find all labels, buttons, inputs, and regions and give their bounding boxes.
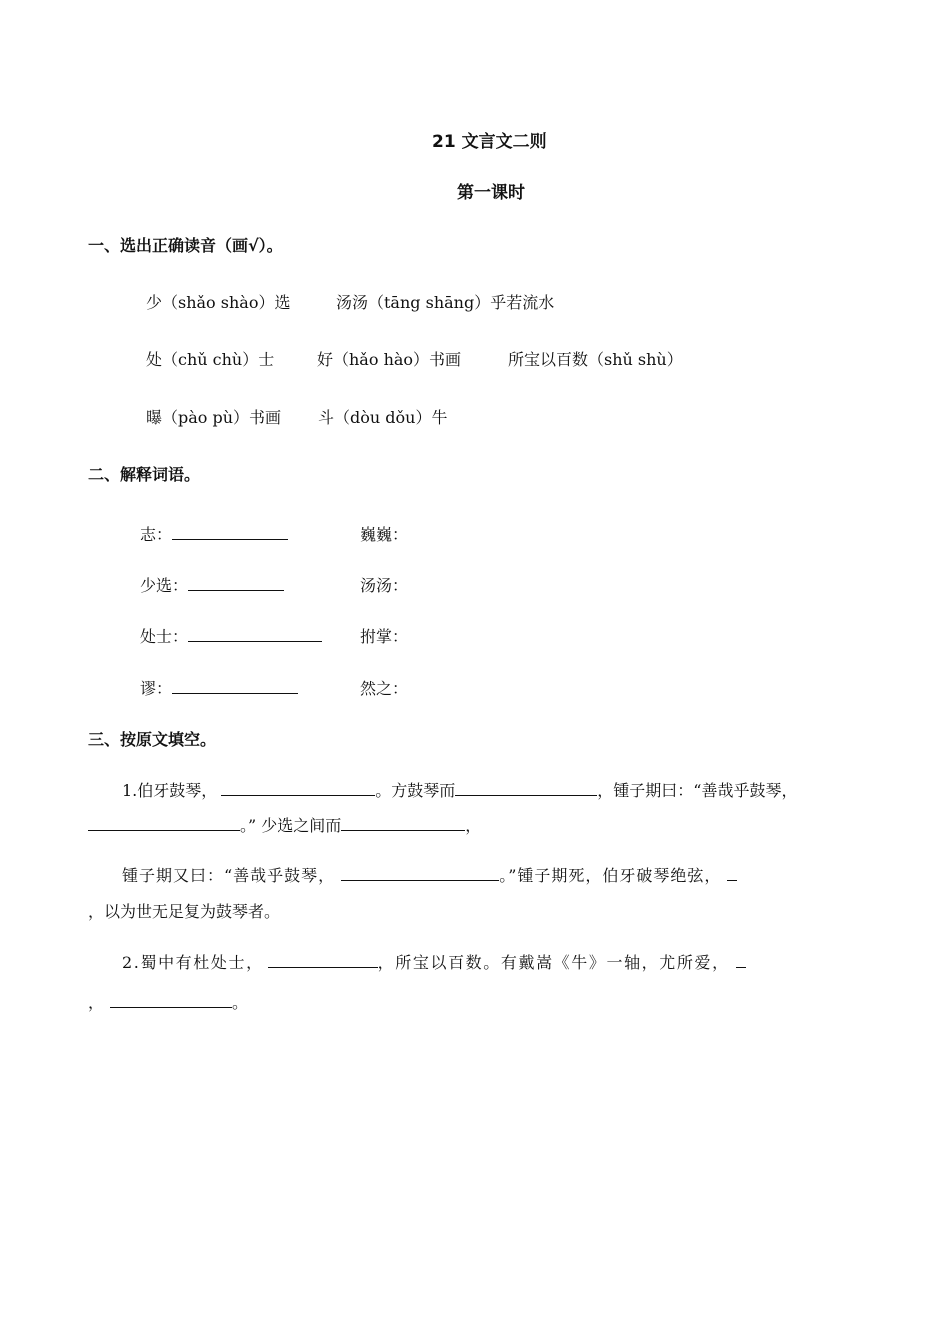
vocab-term: 少选： (140, 576, 189, 595)
reading-item: 所宝以百数（shǔ shù） (508, 350, 683, 369)
question-text: ， (465, 816, 482, 835)
fill-question-1 (122, 778, 797, 801)
section2-heading: 二、解释词语。 (88, 465, 201, 484)
question-text: ，锺子期曰：“善哉乎鼓琴， (597, 781, 798, 800)
answer-blank[interactable] (341, 814, 465, 831)
reading-item: 少（shǎo shào）选 (146, 293, 291, 312)
answer-blank[interactable] (172, 523, 288, 540)
vocab-term: 志： (140, 525, 173, 544)
reading-item: 曝（pào pù）书画 (146, 408, 282, 427)
answer-blank[interactable] (88, 814, 240, 831)
answer-blank[interactable] (110, 991, 232, 1008)
fill-question-1-cont (122, 863, 737, 886)
answer-blank[interactable] (221, 779, 375, 796)
answer-blank[interactable] (455, 779, 597, 796)
section1-heading: 一、选出正确读音（画√）。 (88, 236, 283, 255)
question-text: 。”锺子期死，伯牙破琴绝弦， (499, 866, 722, 885)
reading-item: 处（chǔ chù）士 (146, 350, 275, 369)
reading-item: 斗（dòu dǒu）牛 (318, 408, 448, 427)
question-text: 。方鼓琴而 (375, 781, 456, 800)
answer-blank[interactable] (736, 951, 746, 968)
fill-question-1-cont (88, 813, 481, 836)
vocab-item (140, 624, 322, 647)
fill-question-2-cont (88, 990, 248, 1013)
question-text: ，所宝以百数。有戴嵩《牛》一轴，尤所爱， (377, 953, 730, 972)
vocab-term: 汤汤： (360, 576, 409, 595)
vocab-term: 然之： (360, 679, 409, 698)
page-subtitle: 第一课时 (457, 183, 525, 203)
question-text: 。” 少选之间而 (240, 816, 342, 835)
vocab-term: 巍巍： (360, 525, 409, 544)
question-text: 。 (232, 993, 249, 1012)
section3-heading: 三、按原文填空。 (88, 730, 217, 749)
vocab-item (140, 573, 284, 596)
question-text: 1.伯牙鼓琴， (122, 781, 218, 800)
vocab-term: 拊掌： (360, 627, 409, 646)
question-text: 2.蜀中有杜处士， (122, 953, 264, 972)
vocab-term: 处士： (140, 627, 189, 646)
page-title: 21 文言文二则 (432, 132, 547, 152)
vocab-item (140, 522, 288, 545)
reading-item: 好（hǎo hào）书画 (317, 350, 462, 369)
answer-blank[interactable] (727, 864, 737, 881)
answer-blank[interactable] (268, 951, 378, 968)
reading-item: 汤汤（tāng shāng）乎若流水 (336, 293, 555, 312)
fill-question-2 (122, 950, 746, 973)
answer-blank[interactable] (172, 677, 298, 694)
answer-blank[interactable] (188, 574, 284, 591)
vocab-item (140, 676, 298, 699)
answer-blank[interactable] (341, 864, 499, 881)
vocab-term: 谬： (140, 679, 173, 698)
question-text: 锺子期又曰：“善哉乎鼓琴， (122, 866, 336, 885)
question-text: ，以为世无足复为鼓琴者。 (88, 902, 281, 921)
answer-blank[interactable] (188, 625, 322, 642)
question-text: ， (88, 993, 105, 1012)
